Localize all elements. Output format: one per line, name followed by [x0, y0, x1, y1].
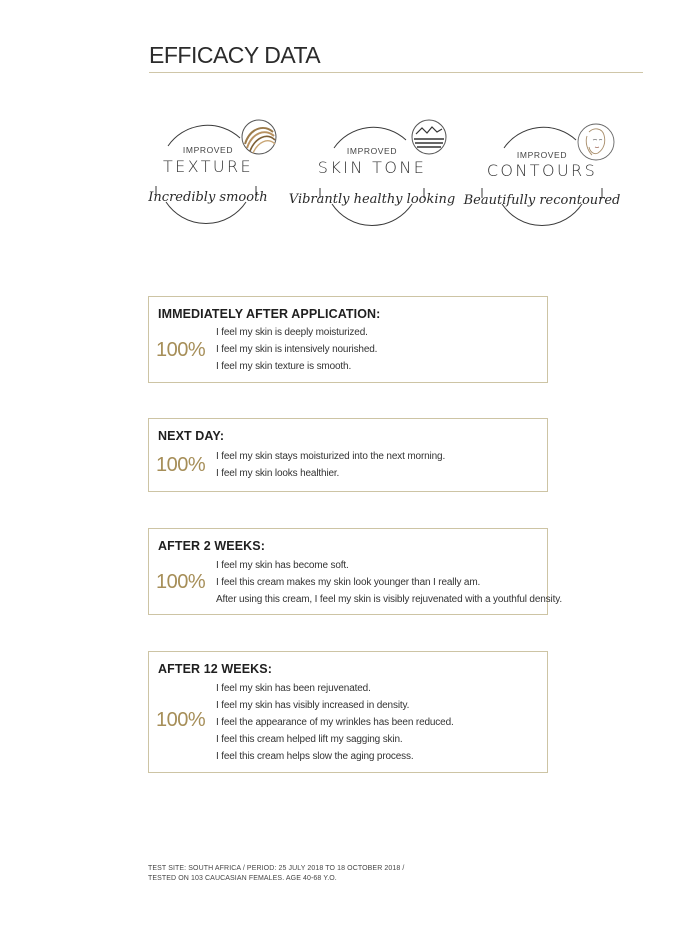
- result-statement: I feel my skin is deeply moisturized.: [216, 327, 368, 338]
- badge-skin-tone-improved: IMPROVED: [346, 146, 398, 156]
- result-statement: I feel my skin has become soft.: [216, 560, 349, 571]
- badge-contours-tagline: Beautifully recontoured: [463, 193, 621, 208]
- footnote-line: TEST SITE: SOUTH AFRICA / PERIOD: 25 JULY 2018 TO 18 OCTOBER 2018 /: [148, 865, 405, 872]
- result-statement: I feel this cream helps slow the aging process.: [216, 751, 414, 762]
- badge-skin-tone-benefit: SKIN TONE: [317, 158, 427, 177]
- result-statement: I feel my skin has visibly increased in density.: [216, 700, 410, 711]
- result-statement: I feel my skin has been rejuvenated.: [216, 683, 371, 694]
- result-statements: [216, 680, 454, 765]
- result-percent: 100%: [156, 454, 206, 476]
- result-box-immediately: [148, 296, 548, 383]
- result-statement: After using this cream, I feel my skin is visibly rejuvenated with a youthful density.: [216, 594, 562, 605]
- result-percent: 100%: [156, 709, 206, 731]
- footnote-line: TESTED ON 103 CAUCASIAN FEMALES. AGE 40-68 Y.O.: [148, 875, 337, 882]
- result-statement: I feel my skin looks healthier.: [216, 468, 340, 479]
- result-percent: 100%: [156, 571, 206, 593]
- test-footnote: [148, 864, 404, 884]
- badge-texture-tagline: Incredibly smooth: [148, 190, 268, 205]
- result-statement: I feel my skin texture is smooth.: [216, 361, 352, 372]
- result-statement: I feel the appearance of my wrinkles has been reduced.: [216, 717, 454, 728]
- badge-texture-improved: IMPROVED: [182, 145, 234, 155]
- result-statements: [216, 557, 562, 608]
- result-statement: I feel my skin is intensively nourished.: [216, 344, 378, 355]
- badge-skin-tone: [288, 118, 456, 228]
- badge-contours-improved: IMPROVED: [516, 150, 568, 160]
- badge-texture-benefit: TEXTURE: [162, 157, 254, 176]
- badge-skin-tone-tagline: Vibrantly healthy looking: [288, 192, 456, 207]
- result-statements: [216, 324, 377, 375]
- result-box-12-weeks: [148, 651, 548, 773]
- result-statements: [216, 448, 445, 482]
- result-statement: I feel this cream makes my skin look younger than I really am.: [216, 577, 481, 588]
- result-heading: NEXT DAY:: [158, 429, 225, 443]
- result-box-next-day: [148, 418, 548, 492]
- badge-texture: [128, 118, 288, 228]
- result-heading: AFTER 2 WEEKS:: [158, 539, 265, 553]
- result-statement: I feel my skin stays moisturized into the next morning.: [216, 451, 446, 462]
- title-divider: [149, 72, 643, 73]
- result-heading: IMMEDIATELY AFTER APPLICATION:: [158, 307, 381, 321]
- page-title: EFFICACY DATA: [149, 42, 321, 68]
- result-box-2-weeks: [148, 528, 562, 615]
- result-heading: AFTER 12 WEEKS:: [158, 662, 273, 676]
- result-percent: 100%: [156, 339, 206, 361]
- badge-contours: [462, 118, 622, 228]
- result-statement: I feel this cream helped lift my sagging skin.: [216, 734, 403, 745]
- badge-contours-benefit: CONTOURS: [486, 161, 598, 180]
